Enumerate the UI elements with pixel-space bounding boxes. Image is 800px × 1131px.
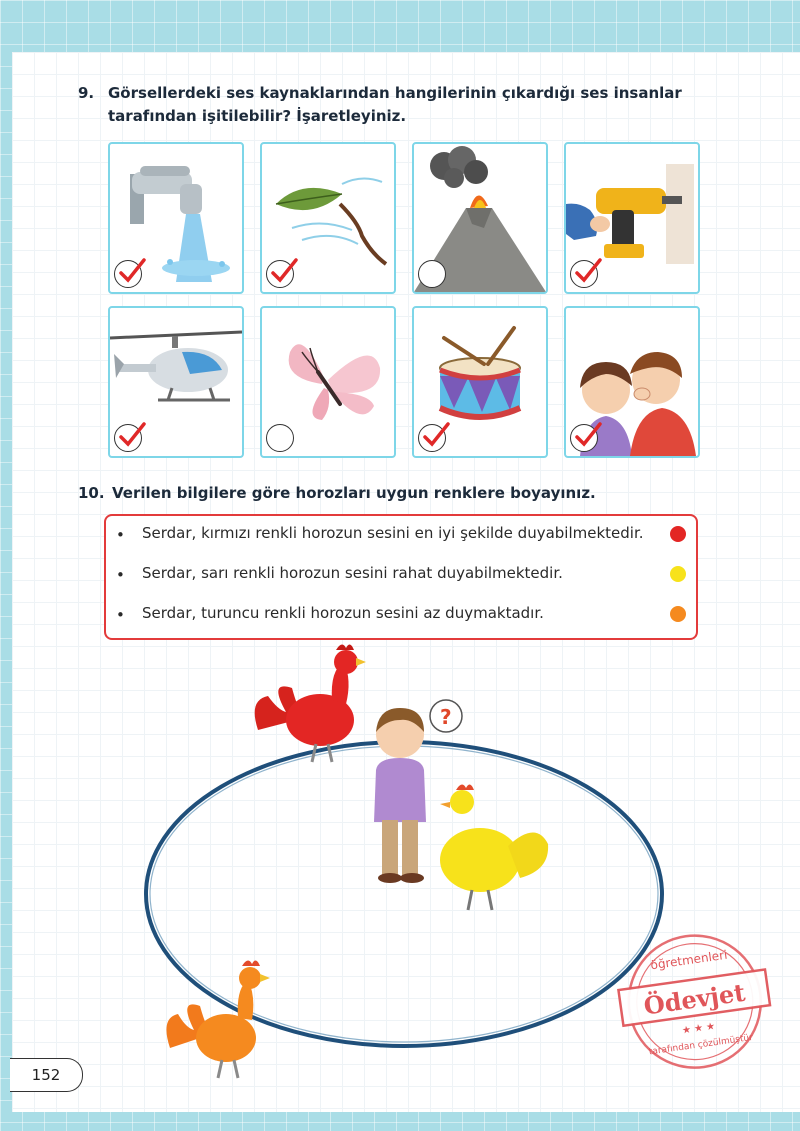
- worksheet-page: [12, 52, 800, 1112]
- bullet: •: [116, 566, 125, 584]
- svg-text:?: ?: [440, 705, 452, 729]
- bullet: •: [116, 606, 125, 624]
- stamp-bottom-text: tarafından çözülmüştür: [648, 1032, 754, 1058]
- page-number: 152: [10, 1058, 83, 1092]
- question-10-text: Verilen bilgilere göre horozları uygun renklere boyayınız.: [112, 484, 596, 502]
- stamp-stars: ★ ★ ★: [681, 1021, 716, 1037]
- stamp-top-text: öğretmenleri: [649, 947, 729, 973]
- question-9-text: Görsellerdeki ses kaynaklarından hangilerinin çıkardığı ses insanlar tarafından işitilebilir? İşaretleyiniz.: [108, 84, 682, 125]
- question-9-number: 9.: [78, 84, 95, 102]
- statement-red-text: Serdar, kırmızı renkli horozun sesini en iyi şekilde duyabilmektedir.: [142, 524, 644, 542]
- bullet: •: [116, 526, 125, 544]
- stamp-main-text: Ödevjet: [641, 977, 747, 1021]
- odevjet-stamp: [612, 926, 777, 1077]
- yellow-rooster[interactable]: [440, 784, 548, 910]
- statement-orange-text: Serdar, turuncu renkli horozun sesini az duymaktadır.: [142, 604, 544, 622]
- statement-yellow-text: Serdar, sarı renkli horozun sesini rahat duyabilmektedir.: [142, 564, 563, 582]
- question-10-number: 10.: [78, 484, 105, 502]
- rooster-scene: [12, 52, 800, 1112]
